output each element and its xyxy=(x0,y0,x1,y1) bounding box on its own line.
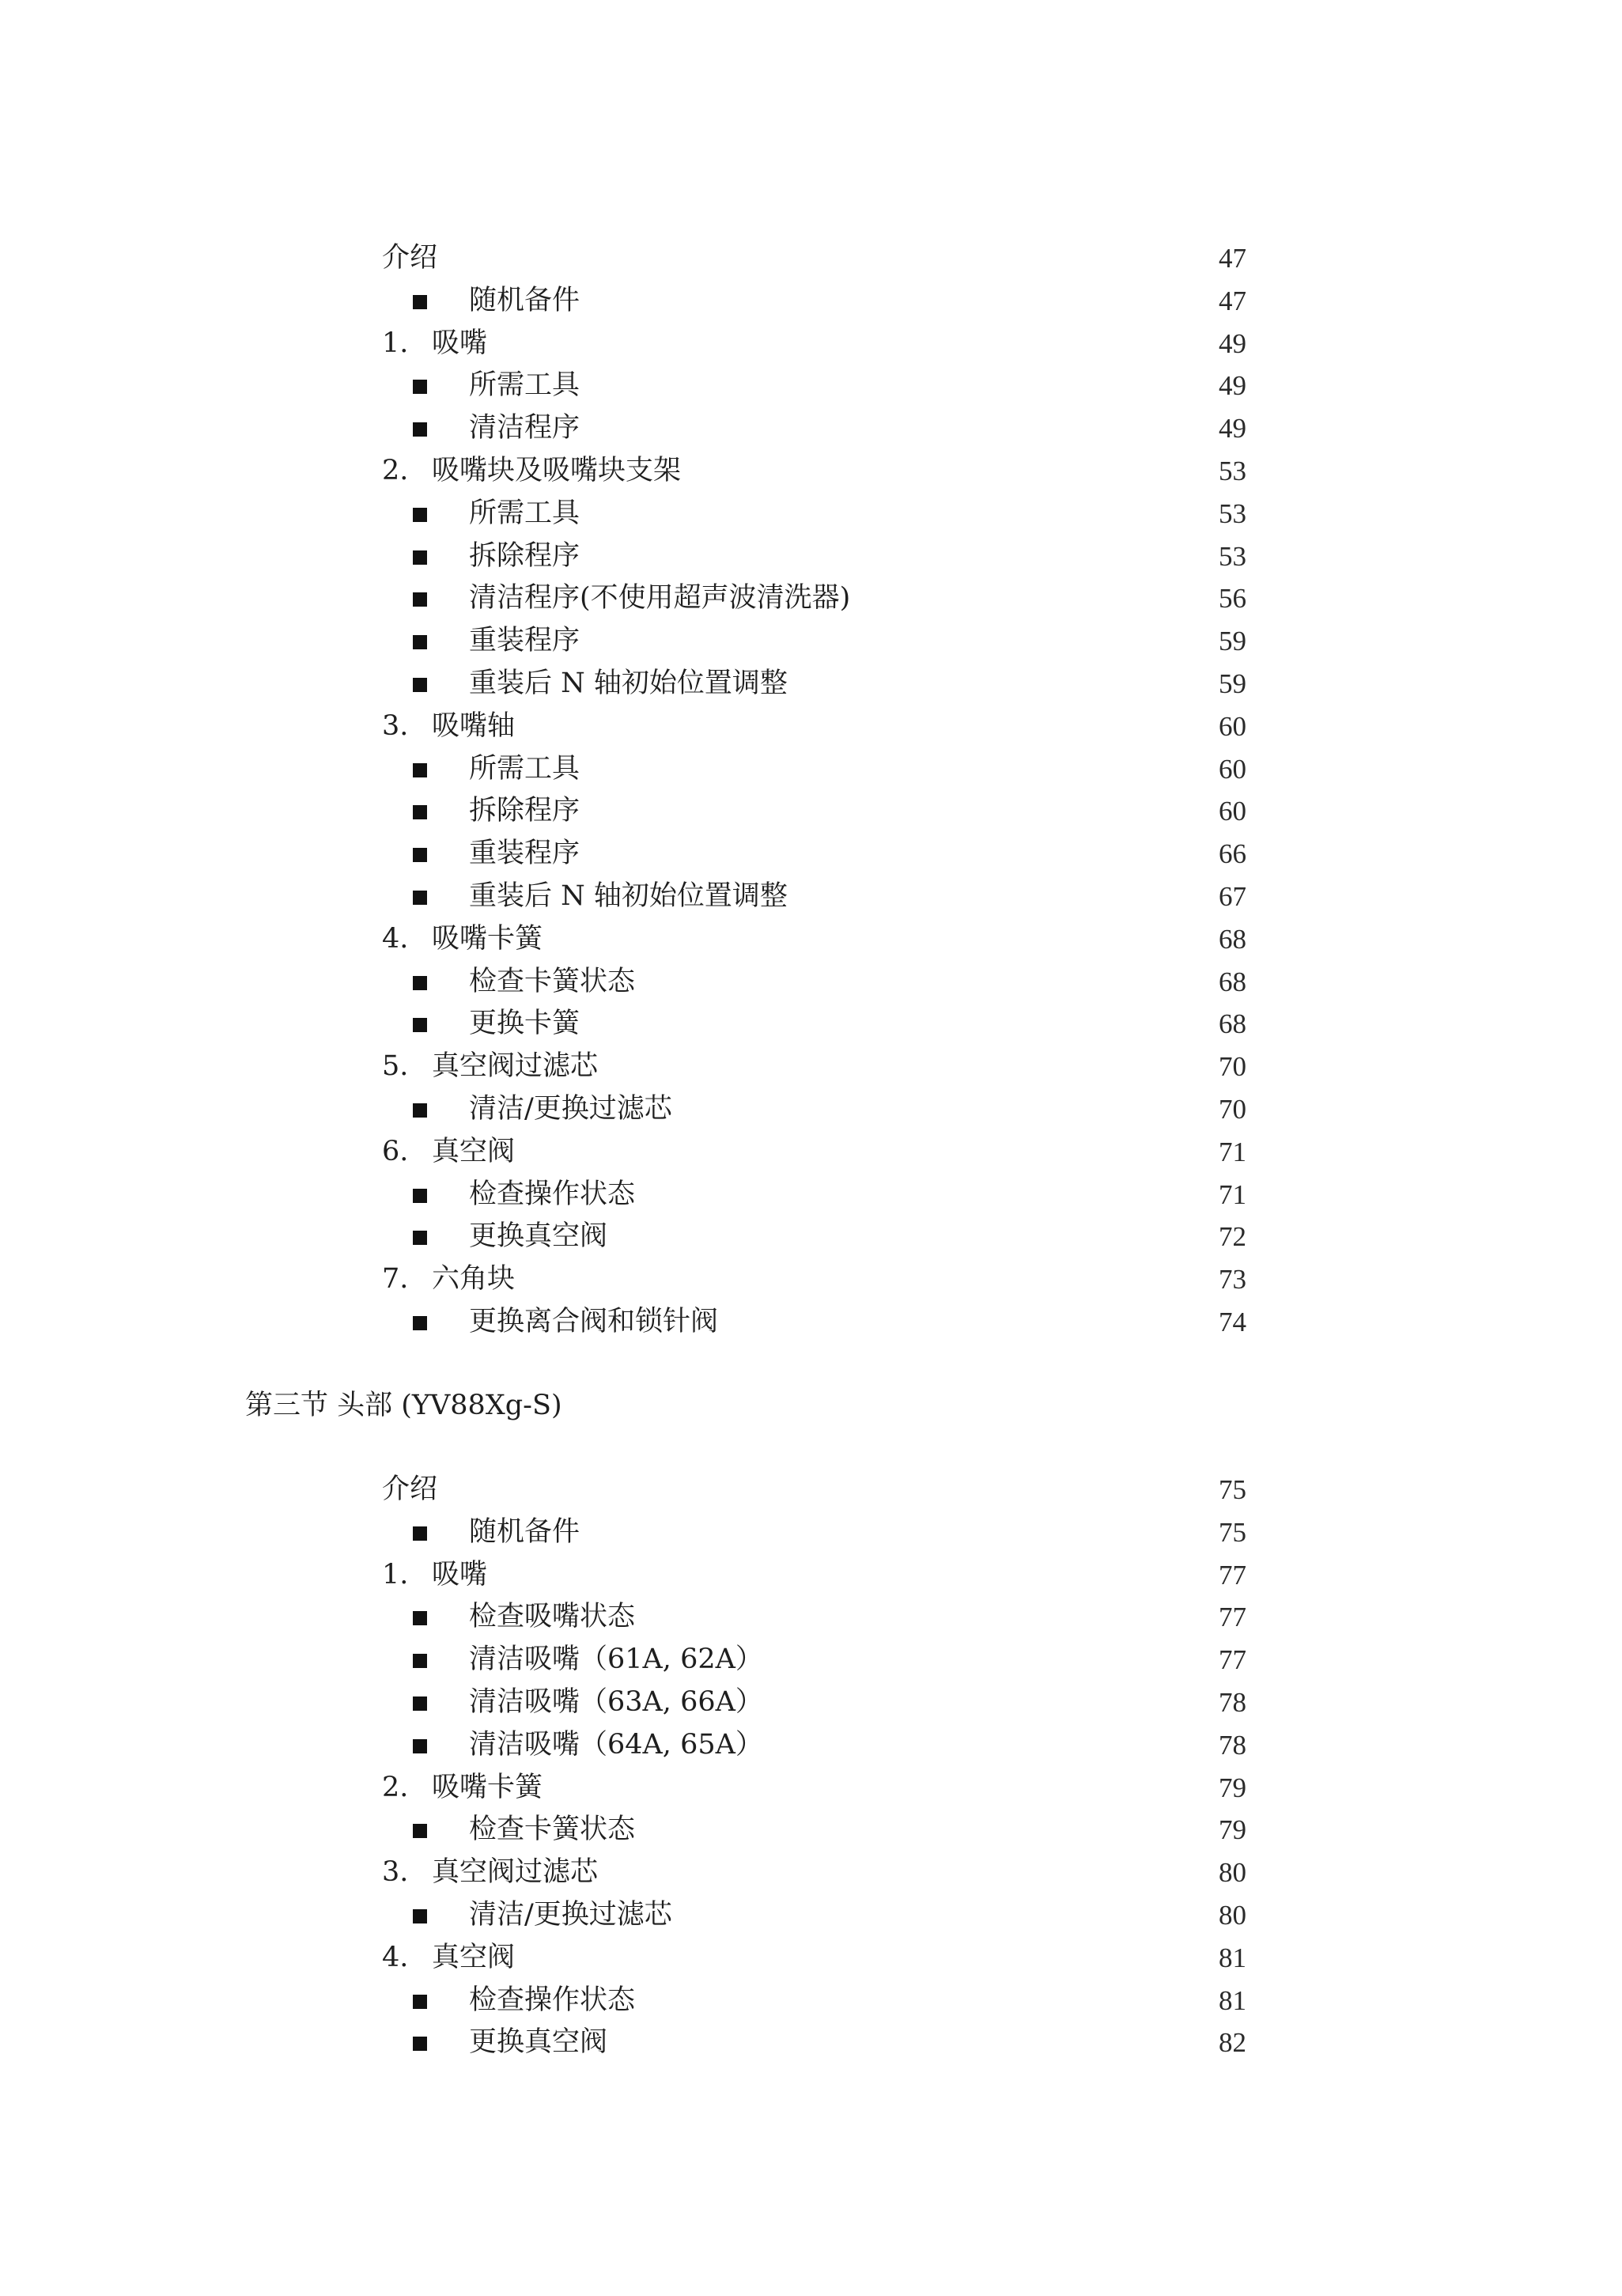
toc-page-number: 77 xyxy=(1219,1602,1246,1633)
square-bullet-icon xyxy=(413,1654,427,1668)
toc-entry-number: 7. xyxy=(382,1263,409,1296)
toc-entry-title: 更换离合阀和锁针阀 xyxy=(469,1305,719,1337)
toc-page-number: 60 xyxy=(1219,753,1246,785)
square-bullet-icon xyxy=(413,678,427,692)
toc-entry-title: 清洁吸嘴（61A, 62A） xyxy=(469,1644,763,1676)
toc-page-number: 77 xyxy=(1219,1644,1246,1676)
toc-subentry xyxy=(0,2022,1622,2064)
toc-entry xyxy=(0,1767,1622,1810)
toc-entry-title: 重装后 N 轴初始位置调整 xyxy=(469,879,788,912)
toc-entry-title: 重装程序 xyxy=(469,625,580,657)
toc-entry-number: 5. xyxy=(382,1050,409,1083)
toc-page-number: 49 xyxy=(1219,370,1246,402)
toc-page-number: 72 xyxy=(1219,1221,1246,1253)
toc-entry xyxy=(0,1554,1622,1597)
square-bullet-icon xyxy=(413,592,427,607)
toc-entry-title: 真空阀 xyxy=(432,1941,516,1973)
toc-entry xyxy=(0,918,1622,961)
toc-subentry xyxy=(0,535,1622,578)
section-heading: 第三节 头部 (YV88Xg-S) xyxy=(245,1390,562,1421)
square-bullet-icon xyxy=(413,1824,427,1838)
square-bullet-icon xyxy=(413,891,427,905)
toc-entry-title: 检查卡簧状态 xyxy=(469,965,636,997)
toc-entry-title: 所需工具 xyxy=(469,752,580,785)
toc-entry-number: 2. xyxy=(382,454,409,486)
square-bullet-icon xyxy=(413,380,427,394)
square-bullet-icon xyxy=(413,805,427,819)
toc-block-head-section-3 xyxy=(0,1469,1622,2064)
toc-page-number: 47 xyxy=(1219,243,1246,274)
square-bullet-icon xyxy=(413,1909,427,1923)
square-bullet-icon xyxy=(413,763,427,777)
toc-page-number: 74 xyxy=(1219,1306,1246,1337)
toc-entry-title: 清洁程序 xyxy=(469,412,580,444)
toc-page-number: 80 xyxy=(1219,1857,1246,1889)
toc-page-number: 73 xyxy=(1219,1264,1246,1296)
toc-subentry xyxy=(0,1639,1622,1681)
toc-subentry xyxy=(0,280,1622,323)
toc-entry xyxy=(0,1131,1622,1174)
toc-entry-title: 吸嘴卡簧 xyxy=(432,922,543,955)
toc-entry-title: 检查卡簧状态 xyxy=(469,1814,636,1846)
toc-subentry xyxy=(0,790,1622,833)
toc-entry-title: 清洁/更换过滤芯 xyxy=(469,1898,672,1931)
toc-entry-title: 检查吸嘴状态 xyxy=(469,1601,636,1633)
toc-entry-title: 检查操作状态 xyxy=(469,1984,636,2016)
toc-entry-title: 清洁吸嘴（63A, 66A） xyxy=(469,1685,763,1718)
toc-entry-number: 6. xyxy=(382,1135,409,1167)
toc-page-number: 60 xyxy=(1219,710,1246,742)
square-bullet-icon xyxy=(413,635,427,649)
toc-subentry xyxy=(0,748,1622,791)
toc-subentry xyxy=(0,961,1622,1004)
square-bullet-icon xyxy=(413,508,427,522)
toc-page-number: 78 xyxy=(1219,1686,1246,1718)
toc-page-number: 68 xyxy=(1219,966,1246,997)
toc-page-number: 53 xyxy=(1219,540,1246,572)
square-bullet-icon xyxy=(413,422,427,437)
toc-entry-title: 吸嘴卡簧 xyxy=(432,1771,543,1803)
toc-subentry xyxy=(0,1216,1622,1258)
toc-page-number: 71 xyxy=(1219,1178,1246,1210)
toc-subentry xyxy=(0,1596,1622,1639)
toc-page-number: 59 xyxy=(1219,668,1246,699)
toc-page-number: 70 xyxy=(1219,1051,1246,1083)
toc-page-number: 53 xyxy=(1219,497,1246,529)
square-bullet-icon xyxy=(413,2037,427,2051)
toc-entry-number: 4. xyxy=(382,1941,409,1973)
toc-entry-title: 所需工具 xyxy=(469,497,580,529)
toc-entry-number: 1. xyxy=(382,1558,409,1591)
toc-entry xyxy=(0,705,1622,748)
square-bullet-icon xyxy=(413,295,427,309)
toc-entry-number: 3. xyxy=(382,1856,409,1889)
toc-subentry xyxy=(0,1681,1622,1724)
toc-page-number: 81 xyxy=(1219,1942,1246,1973)
square-bullet-icon xyxy=(413,1526,427,1541)
toc-page-number: 75 xyxy=(1219,1474,1246,1505)
toc-block-head-section-2 xyxy=(0,237,1622,1344)
toc-entry xyxy=(0,1469,1622,1511)
toc-entry xyxy=(0,1852,1622,1894)
square-bullet-icon xyxy=(413,1316,427,1330)
toc-page-number: 80 xyxy=(1219,1899,1246,1931)
toc-page-number: 56 xyxy=(1219,583,1246,615)
toc-entry-title: 更换卡簧 xyxy=(469,1008,580,1040)
square-bullet-icon xyxy=(413,976,427,990)
toc-entry-title: 检查操作状态 xyxy=(469,1178,636,1210)
toc-page-number: 60 xyxy=(1219,796,1246,827)
square-bullet-icon xyxy=(413,1189,427,1203)
square-bullet-icon xyxy=(413,1739,427,1753)
toc-entry xyxy=(0,1258,1622,1301)
toc-page-number: 82 xyxy=(1219,2027,1246,2059)
toc-entry-title: 吸嘴 xyxy=(432,327,488,359)
toc-subentry xyxy=(0,1980,1622,2022)
toc-entry xyxy=(0,323,1622,365)
toc-entry-title: 吸嘴块及吸嘴块支架 xyxy=(432,454,682,486)
toc-page-number: 49 xyxy=(1219,327,1246,359)
toc-entry-title: 介绍 xyxy=(382,242,438,274)
toc-page-number: 79 xyxy=(1219,1814,1246,1846)
toc-page-number: 77 xyxy=(1219,1559,1246,1591)
toc-entry-title: 吸嘴 xyxy=(432,1558,488,1591)
toc-entry-title: 拆除程序 xyxy=(469,539,580,572)
toc-subentry xyxy=(0,577,1622,620)
toc-page-number: 79 xyxy=(1219,1772,1246,1803)
toc-entry-title: 拆除程序 xyxy=(469,795,580,827)
toc-subentry xyxy=(0,663,1622,705)
toc-entry-title: 清洁/更换过滤芯 xyxy=(469,1092,672,1125)
square-bullet-icon xyxy=(413,1995,427,2009)
toc-subentry xyxy=(0,407,1622,450)
toc-page-number: 68 xyxy=(1219,1008,1246,1040)
toc-page-number: 53 xyxy=(1219,455,1246,486)
square-bullet-icon xyxy=(413,1231,427,1245)
toc-subentry xyxy=(0,1088,1622,1131)
toc-page-number: 75 xyxy=(1219,1516,1246,1548)
toc-page-number: 81 xyxy=(1219,1984,1246,2016)
toc-subentry xyxy=(0,833,1622,876)
toc-entry xyxy=(0,237,1622,280)
toc-entry-number: 2. xyxy=(382,1771,409,1803)
toc-entry-title: 更换真空阀 xyxy=(469,2026,608,2059)
toc-entry-title: 吸嘴轴 xyxy=(432,709,516,742)
toc-subentry xyxy=(0,1894,1622,1937)
toc-entry-title: 更换真空阀 xyxy=(469,1220,608,1253)
toc-page-number: 68 xyxy=(1219,923,1246,955)
toc-subentry xyxy=(0,620,1622,663)
toc-subentry xyxy=(0,365,1622,407)
toc-entry-number: 4. xyxy=(382,922,409,955)
toc-entry-number: 1. xyxy=(382,327,409,359)
square-bullet-icon xyxy=(413,1018,427,1032)
square-bullet-icon xyxy=(413,1103,427,1118)
toc-entry-title: 清洁程序(不使用超声波清洗器) xyxy=(469,582,851,615)
toc-entry-title: 重装程序 xyxy=(469,838,580,870)
square-bullet-icon xyxy=(413,550,427,565)
toc-subentry xyxy=(0,1174,1622,1216)
toc-entry xyxy=(0,1046,1622,1088)
toc-subentry xyxy=(0,493,1622,535)
toc-page-number: 70 xyxy=(1219,1093,1246,1125)
toc-subentry xyxy=(0,1511,1622,1554)
toc-entry-title: 清洁吸嘴（64A, 65A） xyxy=(469,1728,763,1761)
toc-page-number: 67 xyxy=(1219,880,1246,912)
toc-page-number: 71 xyxy=(1219,1136,1246,1167)
toc-entry-title: 真空阀过滤芯 xyxy=(432,1050,599,1083)
toc-entry-title: 随机备件 xyxy=(469,284,580,316)
toc-subentry xyxy=(0,1724,1622,1767)
toc-entry-title: 六角块 xyxy=(432,1263,516,1296)
toc-page-number: 78 xyxy=(1219,1729,1246,1761)
toc-entry-title: 介绍 xyxy=(382,1473,438,1505)
toc-page-number: 47 xyxy=(1219,285,1246,316)
toc-subentry xyxy=(0,1003,1622,1046)
square-bullet-icon xyxy=(413,1696,427,1711)
toc-page-number: 66 xyxy=(1219,838,1246,870)
square-bullet-icon xyxy=(413,1611,427,1625)
toc-entry-title: 真空阀 xyxy=(432,1135,516,1167)
toc-entry-title: 随机备件 xyxy=(469,1515,580,1548)
toc-entry-title: 重装后 N 轴初始位置调整 xyxy=(469,667,788,699)
toc-entry-title: 所需工具 xyxy=(469,369,580,402)
toc-entry-title: 真空阀过滤芯 xyxy=(432,1856,599,1889)
toc-entry xyxy=(0,1937,1622,1980)
toc-subentry xyxy=(0,876,1622,918)
square-bullet-icon xyxy=(413,848,427,862)
toc-entry xyxy=(0,450,1622,493)
toc-entry-number: 3. xyxy=(382,709,409,742)
toc-subentry xyxy=(0,1301,1622,1344)
toc-page-number: 59 xyxy=(1219,626,1246,657)
toc-subentry xyxy=(0,1809,1622,1852)
toc-page-number: 49 xyxy=(1219,413,1246,444)
